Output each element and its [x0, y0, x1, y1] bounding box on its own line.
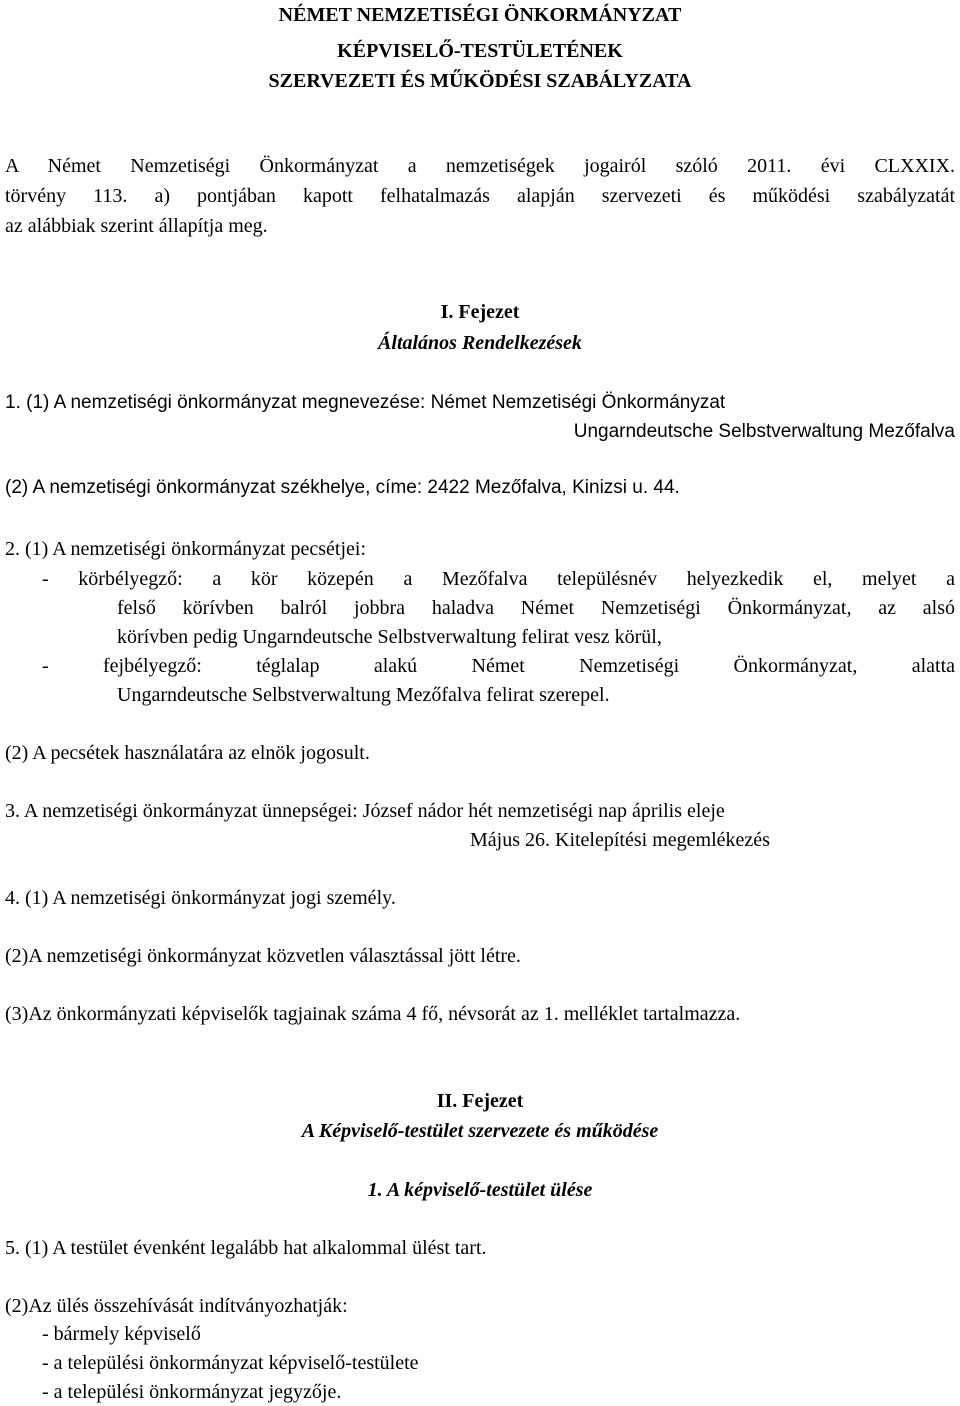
section-2-paragraph-1: 2. (1) A nemzetiségi önkormányzat pecsétjei:: [5, 538, 366, 560]
document-title-line-1: NÉMET NEMZETISÉGI ÖNKORMÁNYZAT: [278, 4, 682, 26]
chapter-2-section-1-title: 1. A képviselő-testület ülése: [367, 1179, 593, 1201]
seal-round-line-1: - körbélyegző: a kör közepén a Mezőfalva településnév helyezkedik el, melyet a: [42, 568, 955, 590]
section-4-paragraph-2: (2)A nemzetiségi önkormányzat közvetlen választással jött létre.: [5, 945, 521, 967]
list-item: - bármely képviselő: [42, 1323, 201, 1345]
section-1-paragraph-2: (2) A nemzetiségi önkormányzat székhelye, címe: 2422 Mezőfalva, Kinizsi u. 44.: [5, 477, 680, 498]
seal-round-line-2: felső körívben balról jobbra haladva Német Nemzetiségi Önkormányzat, az alsó: [117, 597, 955, 619]
chapter-1-heading: I. Fejezet: [440, 301, 520, 323]
intro-line-2: törvény 113. a) pontjában kapott felhatalmazás alapján szervezeti és működési szabályzatát: [5, 185, 955, 207]
seal-header-line-1: - fejbélyegző: téglalap alakú Német Nemzetiségi Önkormányzat, alatta: [42, 655, 955, 677]
section-3-line-1: 3. A nemzetiségi önkormányzat ünnepségei: József nádor hét nemzetiségi nap április eleje: [5, 800, 725, 822]
section-4-paragraph-3: (3)Az önkormányzati képviselők tagjainak száma 4 fő, névsorát az 1. melléklet tartalmazza.: [5, 1003, 741, 1025]
chapter-2-subtitle: A Képviselő-testület szervezete és működése: [301, 1120, 659, 1142]
document-title-line-3: SZERVEZETI ÉS MŰKÖDÉSI SZABÁLYZATA: [268, 70, 692, 92]
chapter-1-subtitle: Általános Rendelkezések: [378, 332, 582, 354]
intro-line-1: A Német Nemzetiségi Önkormányzat a nemzetiségek jogairól szóló 2011. évi CLXXIX.: [5, 155, 955, 177]
section-3-line-2: Május 26. Kitelepítési megemlékezés: [470, 829, 770, 851]
section-1-paragraph-1-line-2: Ungarndeutsche Selbstverwaltung Mezőfalva: [573, 421, 955, 442]
list-item: - a települési önkormányzat képviselő-testülete: [42, 1352, 419, 1374]
intro-line-3: az alábbiak szerint állapítja meg.: [5, 215, 268, 237]
section-5-paragraph-1: 5. (1) A testület évenként legalább hat alkalommal ülést tart.: [5, 1237, 487, 1259]
section-2-paragraph-2: (2) A pecsétek használatára az elnök jogosult.: [5, 742, 370, 764]
section-1-paragraph-1-line-1: 1. (1) A nemzetiségi önkormányzat megnevezése: Német Nemzetiségi Önkormányzat: [5, 392, 726, 413]
seal-header-line-2: Ungarndeutsche Selbstverwaltung Mezőfalva felirat szerepel.: [117, 684, 610, 706]
list-item: - a települési önkormányzat jegyzője.: [42, 1381, 342, 1403]
section-5-paragraph-2: (2)Az ülés összehívását indítványozhatják:: [5, 1295, 348, 1317]
document-title-line-2: KÉPVISELŐ-TESTÜLETÉNEK: [337, 40, 623, 62]
chapter-2-heading: II. Fejezet: [436, 1090, 524, 1112]
seal-round-line-3: körívben pedig Ungarndeutsche Selbstverwaltung felirat vesz körül,: [117, 626, 662, 648]
section-4-paragraph-1: 4. (1) A nemzetiségi önkormányzat jogi személy.: [5, 887, 396, 909]
